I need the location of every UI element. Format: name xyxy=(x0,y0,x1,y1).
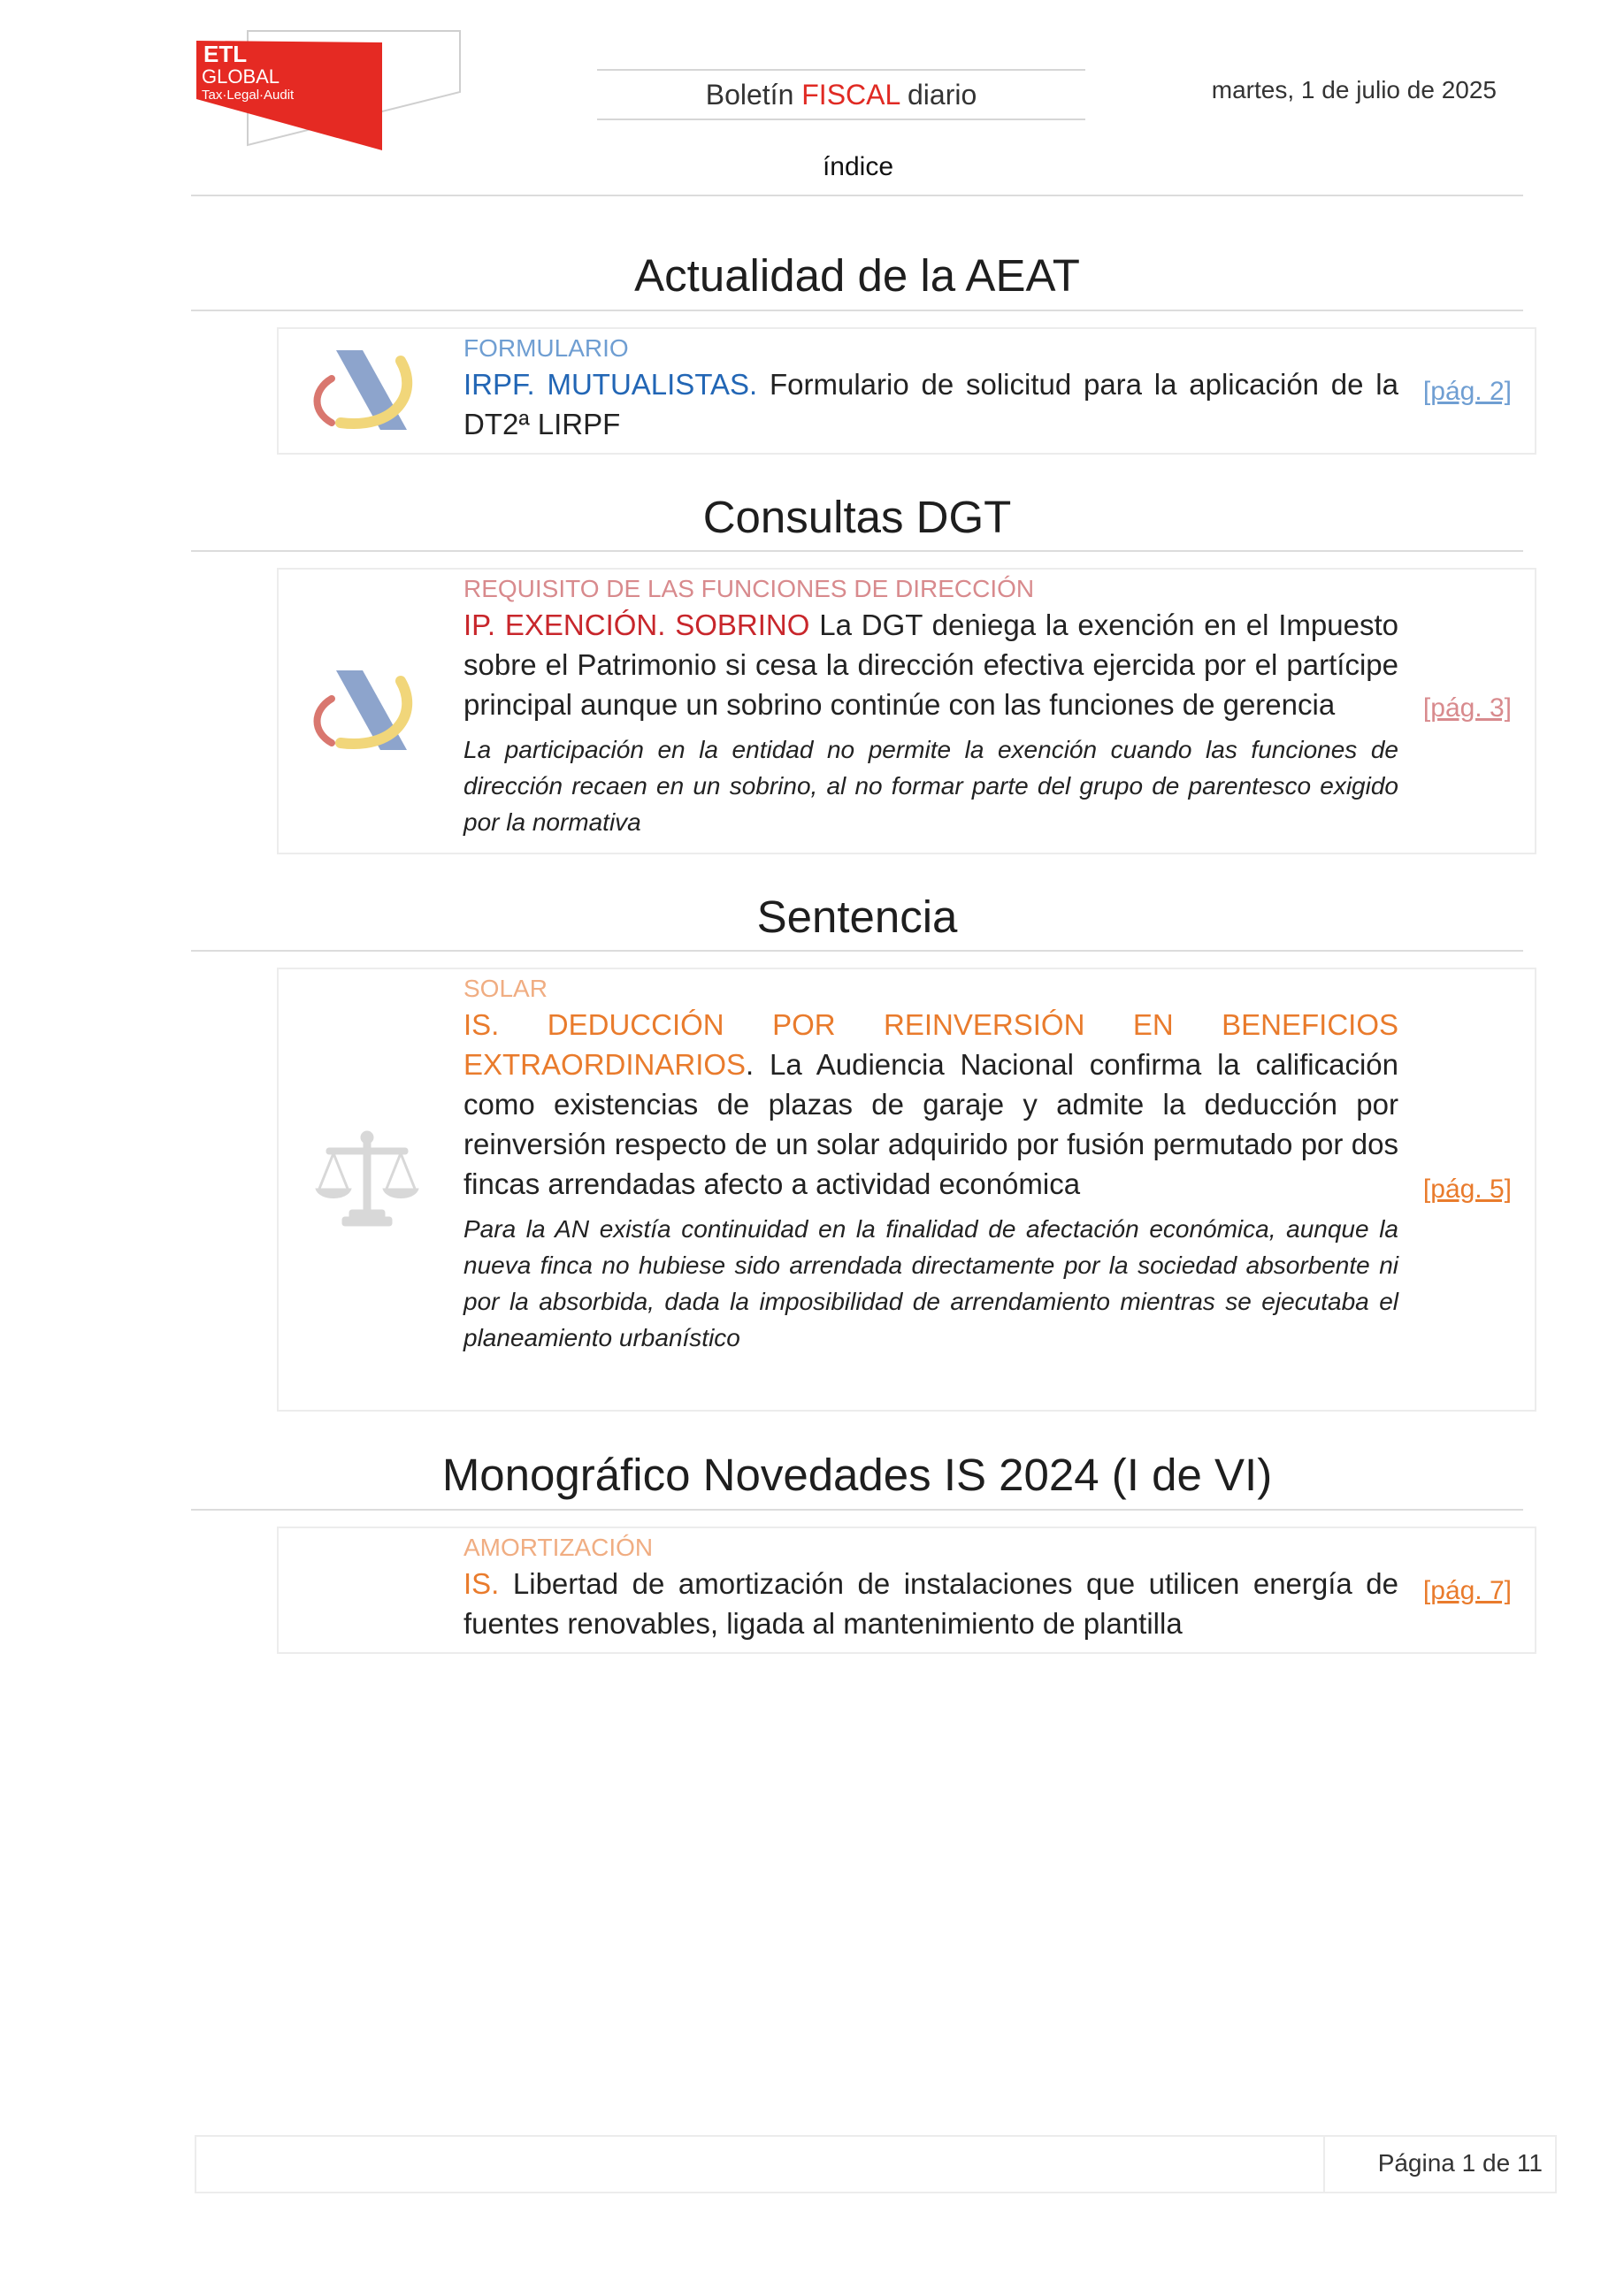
news-card-body xyxy=(463,570,1398,840)
news-headline-lead: IRPF. MUTUALISTAS. xyxy=(463,368,758,401)
news-card-body xyxy=(463,329,1398,444)
etl-global-logo xyxy=(196,28,462,154)
page-number: Página 1 de 11 xyxy=(1377,2149,1543,2177)
bulletin-title-post: diario xyxy=(900,79,977,111)
section-title-aeat: Actualidad de la AEAT xyxy=(634,250,1080,301)
news-summary: Para la AN existía continuidad en la finalidad de afectación económica, aunque la nueva finca no hubiese sido arrendada directamente por la sociedad absorbente ni por la absorbida, dada la imposibilidad de arrendamiento mientras se ejecutaba el planeamiento urbanístico xyxy=(463,1215,1398,1351)
news-headline-rest: Formulario de solicitud para la aplicación de la DT2ª LIRPF xyxy=(463,368,1398,440)
news-headline-rest: Libertad de amortización de instalaciones que utilicen energía de fuentes renovables, ligada al mantenimiento de plantilla xyxy=(463,1567,1398,1640)
page-ref-link[interactable]: [pág. 2] xyxy=(1422,377,1512,406)
header-divider xyxy=(191,195,1523,196)
news-kicker: REQUISITO DE LAS FUNCIONES DE DIRECCIÓN xyxy=(463,575,1035,602)
section-divider xyxy=(191,1509,1523,1511)
news-headline-rest: . La Audiencia Nacional confirma la calificación como existencias de plazas de garaje y admite la deducción por reinversión respecto de un solar adquirido por fusión permutado por dos fincas arrendadas afecto a actividad económica xyxy=(463,1048,1398,1200)
page-ref-link[interactable]: [pág. 3] xyxy=(1422,693,1512,723)
news-headline xyxy=(463,605,1398,724)
section-divider xyxy=(191,550,1523,552)
aeat-logo-icon xyxy=(296,341,438,439)
news-card-body xyxy=(463,969,1398,1356)
news-kicker: SOLAR xyxy=(463,975,548,1002)
news-headline-rest: La DGT deniega la exención en el Impuesto sobre el Patrimonio si cesa la dirección efectiva ejercida por el partícipe principal aunque un sobrino continúe con las funciones de gerencia xyxy=(463,608,1399,721)
bulletin-title xyxy=(597,69,1085,120)
news-headline-lead: IS. xyxy=(463,1567,500,1600)
bulletin-title-accent: FISCAL xyxy=(801,79,900,111)
news-card-aeat xyxy=(277,327,1536,455)
aeat-logo-icon xyxy=(296,662,438,759)
news-headline-lead: IS. DEDUCCIÓN POR REINVERSIÓN EN BENEFICIOS EXTRAORDINARIOS xyxy=(463,1008,1398,1081)
news-card-sentencia xyxy=(277,968,1536,1412)
logo-text-tagline: Tax·Legal·Audit xyxy=(202,88,295,103)
footer-separator xyxy=(1323,2135,1325,2193)
news-headline-lead: IP. EXENCIÓN. SOBRINO xyxy=(463,608,810,641)
section-title-dgt: Consultas DGT xyxy=(702,492,1012,542)
news-kicker: AMORTIZACIÓN xyxy=(463,1534,654,1561)
logo-text-global: GLOBAL xyxy=(202,65,280,88)
news-headline xyxy=(463,1005,1398,1204)
news-headline xyxy=(463,1564,1398,1643)
news-summary: La participación en la entidad no permite la exención cuando las funciones de dirección recaen en un sobrino, al no formar parte del grupo de parentesco exigido por la normativa xyxy=(463,736,1398,836)
section-title-monografico: Monográfico Novedades IS 2024 (I de VI) xyxy=(441,1450,1273,1500)
logo-text-etl: ETL xyxy=(203,41,248,67)
page-ref-link[interactable]: [pág. 7] xyxy=(1422,1576,1512,1605)
index-label: índice xyxy=(822,152,894,181)
news-card-dgt xyxy=(277,568,1536,854)
news-card-body xyxy=(463,1528,1398,1643)
page-ref-link[interactable]: [pág. 5] xyxy=(1422,1175,1512,1204)
news-kicker: FORMULARIO xyxy=(463,334,629,362)
section-divider xyxy=(191,310,1523,311)
section-title-sentencia: Sentencia xyxy=(756,892,958,942)
news-card-monografico xyxy=(277,1527,1536,1654)
news-headline xyxy=(463,364,1398,444)
scales-icon xyxy=(296,1125,438,1240)
section-divider xyxy=(191,950,1523,952)
bulletin-date: martes, 1 de julio de 2025 xyxy=(1211,76,1497,103)
bulletin-title-pre: Boletín xyxy=(705,79,802,111)
